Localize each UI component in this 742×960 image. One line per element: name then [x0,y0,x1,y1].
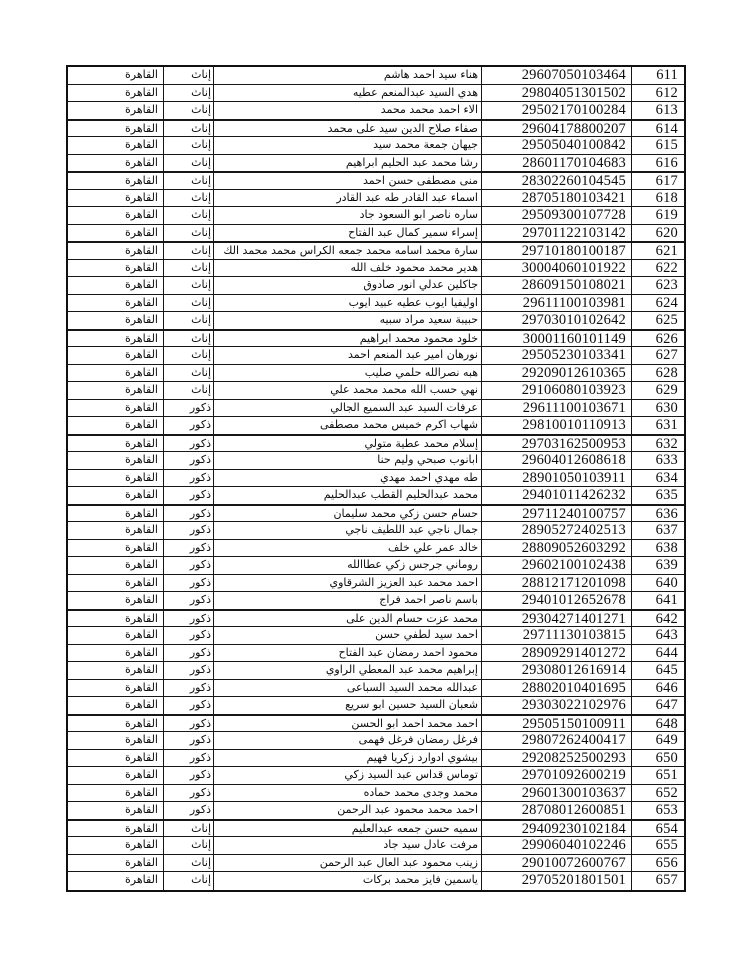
gender-cell: ذكور [164,662,214,680]
city-cell: القاهرة [68,67,164,85]
name-cell: محمود احمد رمضان عبد الفتاح [214,645,482,663]
name-cell: إسلام محمد عطية متولي [214,435,482,453]
national-id-cell: 29810010110913 [482,417,632,435]
name-cell: مرفت عادل سيد جاد [214,837,482,855]
gender-cell: ذكور [164,767,214,785]
name-cell: جيهان جمعة محمد سيد [214,137,482,155]
row-number-cell: 645 [632,662,684,680]
gender-cell: إناث [164,85,214,103]
row-number-cell: 653 [632,802,684,820]
national-id-cell: 29602100102438 [482,557,632,575]
national-id-cell: 28609150108021 [482,277,632,295]
national-id-cell: 29505150100911 [482,715,632,733]
city-cell: القاهرة [68,277,164,295]
city-cell: القاهرة [68,85,164,103]
name-cell: هدي السيد عبدالمنعم عطيه [214,85,482,103]
city-cell: القاهرة [68,837,164,855]
city-cell: القاهرة [68,435,164,453]
city-cell: القاهرة [68,767,164,785]
national-id-cell: 29010072600767 [482,855,632,873]
row-number-cell: 631 [632,417,684,435]
gender-cell: ذكور [164,802,214,820]
city-cell: القاهرة [68,715,164,733]
national-id-cell: 28708012600851 [482,802,632,820]
city-cell: القاهرة [68,452,164,470]
gender-cell: ذكور [164,592,214,610]
city-cell: القاهرة [68,365,164,383]
gender-cell: إناث [164,137,214,155]
name-cell: ساره ناصر ابو السعود جاد [214,207,482,225]
city-cell: القاهرة [68,330,164,348]
city-cell: القاهرة [68,225,164,243]
national-id-cell: 28705180103421 [482,190,632,208]
gender-cell: إناث [164,312,214,330]
city-cell: القاهرة [68,680,164,698]
gender-cell: ذكور [164,540,214,558]
name-cell: سارة محمد اسامه محمد جمعه الكراس محمد محمد الك [214,242,482,260]
row-number-cell: 619 [632,207,684,225]
city-cell: القاهرة [68,470,164,488]
row-number-cell: 627 [632,347,684,365]
city-cell: القاهرة [68,785,164,803]
name-cell: نورهان امير عبد المنعم احمد [214,347,482,365]
city-cell: القاهرة [68,750,164,768]
row-number-cell: 650 [632,750,684,768]
name-cell: منى مصطفى حسن احمد [214,172,482,190]
row-number-cell: 613 [632,102,684,120]
row-number-cell: 615 [632,137,684,155]
city-cell: القاهرة [68,802,164,820]
gender-cell: ذكور [164,680,214,698]
name-cell: ابانوب صبحي وليم حنا [214,452,482,470]
national-id-cell: 29705201801501 [482,872,632,890]
name-cell: رشا محمد عبد الحليم ابراهيم [214,155,482,173]
national-id-cell: 29505230103341 [482,347,632,365]
city-cell: القاهرة [68,295,164,313]
name-cell: روماني جرجس زكي عطاالله [214,557,482,575]
row-number-cell: 642 [632,610,684,628]
city-cell: القاهرة [68,400,164,418]
row-number-cell: 611 [632,67,684,85]
name-cell: اوليفيا ايوب عطيه عبيد ايوب [214,295,482,313]
city-cell: القاهرة [68,610,164,628]
row-number-cell: 637 [632,522,684,540]
row-number-cell: 643 [632,627,684,645]
national-id-cell: 29703010102642 [482,312,632,330]
gender-cell: إناث [164,295,214,313]
row-number-cell: 625 [632,312,684,330]
city-cell: القاهرة [68,697,164,715]
row-number-cell: 629 [632,382,684,400]
gender-cell: إناث [164,225,214,243]
gender-cell: إناث [164,855,214,873]
row-number-cell: 655 [632,837,684,855]
national-id-cell: 29604178800207 [482,120,632,138]
gender-cell: إناث [164,67,214,85]
city-cell: القاهرة [68,260,164,278]
national-id-cell: 29611100103981 [482,295,632,313]
name-cell: خلود محمود محمد ابراهيم [214,330,482,348]
name-cell: محمد عبدالحليم القطب عبدالحليم [214,487,482,505]
national-id-cell: 29711240100757 [482,505,632,523]
gender-cell: ذكور [164,715,214,733]
row-number-cell: 628 [632,365,684,383]
national-id-cell: 29710180100187 [482,242,632,260]
gender-cell: إناث [164,820,214,838]
row-number-cell: 646 [632,680,684,698]
gender-cell: ذكور [164,610,214,628]
city-cell: القاهرة [68,627,164,645]
gender-cell: إناث [164,190,214,208]
national-id-cell: 28905272402513 [482,522,632,540]
national-id-cell: 29604012608618 [482,452,632,470]
row-number-cell: 644 [632,645,684,663]
gender-cell: إناث [164,242,214,260]
gender-cell: إناث [164,102,214,120]
row-number-cell: 641 [632,592,684,610]
gender-cell: ذكور [164,750,214,768]
row-number-cell: 636 [632,505,684,523]
name-cell: محمد عزت حسام الدين على [214,610,482,628]
city-cell: القاهرة [68,557,164,575]
city-cell: القاهرة [68,592,164,610]
name-cell: احمد محمد محمود عبد الرحمن [214,802,482,820]
name-cell: حسام حسن زكي محمد سليمان [214,505,482,523]
city-cell: القاهرة [68,522,164,540]
gender-cell: ذكور [164,487,214,505]
gender-cell: إناث [164,872,214,890]
gender-cell: ذكور [164,785,214,803]
name-cell: توماس قداس عبد السيد زكي [214,767,482,785]
national-id-cell: 29304271401271 [482,610,632,628]
row-number-cell: 647 [632,697,684,715]
gender-cell: ذكور [164,645,214,663]
row-number-cell: 633 [632,452,684,470]
city-cell: القاهرة [68,487,164,505]
name-cell: احمد محمد احمد ابو الحسن [214,715,482,733]
national-id-cell: 29509300107728 [482,207,632,225]
city-cell: القاهرة [68,540,164,558]
gender-cell: ذكور [164,435,214,453]
name-cell: فرغل رمضان فرغل فهمى [214,732,482,750]
national-id-cell: 29303022102976 [482,697,632,715]
row-number-cell: 651 [632,767,684,785]
row-number-cell: 618 [632,190,684,208]
national-id-cell: 29409230102184 [482,820,632,838]
national-id-cell: 29208252500293 [482,750,632,768]
national-id-cell: 29607050103464 [482,67,632,85]
national-id-cell: 28302260104545 [482,172,632,190]
city-cell: القاهرة [68,347,164,365]
city-cell: القاهرة [68,382,164,400]
national-id-cell: 29401011426232 [482,487,632,505]
row-number-cell: 634 [632,470,684,488]
name-cell: عبدالله محمد السيد السباعى [214,680,482,698]
city-cell: القاهرة [68,732,164,750]
row-number-cell: 652 [632,785,684,803]
row-number-cell: 630 [632,400,684,418]
gender-cell: إناث [164,837,214,855]
row-number-cell: 654 [632,820,684,838]
gender-cell: إناث [164,365,214,383]
name-cell: صفاء صلاح الدين سيد على محمد [214,120,482,138]
national-id-cell: 29701122103142 [482,225,632,243]
gender-cell: ذكور [164,627,214,645]
name-cell: اسماء عبد القادر طه عبد القادر [214,190,482,208]
national-id-cell: 29308012616914 [482,662,632,680]
name-cell: خالد عمر علي خلف [214,540,482,558]
city-cell: القاهرة [68,575,164,593]
row-number-cell: 623 [632,277,684,295]
city-cell: القاهرة [68,662,164,680]
row-number-cell: 640 [632,575,684,593]
row-number-cell: 638 [632,540,684,558]
national-id-cell: 29106080103923 [482,382,632,400]
national-id-cell: 28909291401272 [482,645,632,663]
gender-cell: ذكور [164,557,214,575]
row-number-cell: 639 [632,557,684,575]
city-cell: القاهرة [68,155,164,173]
name-cell: احمد محمد عبد العزيز الشرقاوي [214,575,482,593]
gender-cell: إناث [164,260,214,278]
national-id-cell: 28809052603292 [482,540,632,558]
name-cell: شعبان السيد حسين ابو سريع [214,697,482,715]
row-number-cell: 626 [632,330,684,348]
city-cell: القاهرة [68,820,164,838]
gender-cell: ذكور [164,505,214,523]
row-number-cell: 622 [632,260,684,278]
name-cell: زينب محمود عبد العال عبد الرحمن [214,855,482,873]
city-cell: القاهرة [68,855,164,873]
name-cell: حبيبة سعيد مراد سبيه [214,312,482,330]
name-cell: هدير محمد محمود خلف الله [214,260,482,278]
name-cell: إبراهيم محمد عبد المعطي الراوي [214,662,482,680]
city-cell: القاهرة [68,207,164,225]
city-cell: القاهرة [68,645,164,663]
name-cell: احمد سيد لطفي حسن [214,627,482,645]
row-number-cell: 657 [655,872,678,888]
city-cell: القاهرة [68,172,164,190]
national-id-cell: 29703162500953 [482,435,632,453]
national-id-cell: 29711130103815 [482,627,632,645]
gender-cell: إناث [164,155,214,173]
gender-cell: ذكور [164,697,214,715]
national-id-cell: 29906040102246 [482,837,632,855]
name-cell: هناء سيد احمد هاشم [214,67,482,85]
national-id-cell: 30004060101922 [482,260,632,278]
name-cell: نهي حسب الله محمد محمد علي [214,382,482,400]
national-id-cell: 29701092600219 [482,767,632,785]
name-cell: محمد وجدى محمد حماده [214,785,482,803]
gender-cell: إناث [164,207,214,225]
national-id-cell: 30001160101149 [482,330,632,348]
name-cell: جاكلين عدلي انور صادوق [214,277,482,295]
row-number-cell: 612 [632,85,684,103]
row-number-cell: 635 [632,487,684,505]
row-number-cell: 632 [632,435,684,453]
city-cell: القاهرة [68,417,164,435]
city-cell: القاهرة [68,242,164,260]
city-cell: القاهرة [68,120,164,138]
city-cell: القاهرة [68,872,164,890]
gender-cell: إناث [164,120,214,138]
row-number-cell: 648 [632,715,684,733]
national-id-cell: 28802010401695 [482,680,632,698]
name-cell: باسم ناصر احمد فراج [214,592,482,610]
name-cell: جمال ناجي عبد اللطيف ناجي [214,522,482,540]
row-number-cell: 656 [632,855,684,873]
gender-cell: إناث [164,277,214,295]
gender-cell: ذكور [164,575,214,593]
gender-cell: إناث [164,382,214,400]
row-number-cell: 621 [632,242,684,260]
city-cell: القاهرة [68,137,164,155]
national-id-cell: 29601300103637 [482,785,632,803]
national-id-cell: 29401012652678 [482,592,632,610]
row-number-cell: 616 [632,155,684,173]
roster-table [66,65,686,892]
national-id-cell: 28812171201098 [482,575,632,593]
city-cell: القاهرة [68,312,164,330]
national-id-cell: 29502170100284 [482,102,632,120]
national-id-cell: 29209012610365 [482,365,632,383]
gender-cell: ذكور [164,470,214,488]
national-id-cell: 28601170104683 [482,155,632,173]
row-number-cell: 614 [632,120,684,138]
national-id-cell: 29804051301502 [482,85,632,103]
name-cell: ياسمين فايز محمد بركات [214,872,482,890]
gender-cell: إناث [164,347,214,365]
national-id-cell: 29611100103671 [482,400,632,418]
row-number-cell: 649 [632,732,684,750]
name-cell: سميه حسن جمعه عبدالعليم [214,820,482,838]
name-cell: الاء احمد محمد محمد [214,102,482,120]
name-cell: شهاب اكرم خميس محمد مصطفى [214,417,482,435]
gender-cell: ذكور [164,732,214,750]
city-cell: القاهرة [68,102,164,120]
gender-cell: ذكور [164,417,214,435]
gender-cell: إناث [164,330,214,348]
gender-cell: ذكور [164,522,214,540]
name-cell: بيشوي ادوارد زكريا فهيم [214,750,482,768]
name-cell: طه مهدي احمد مهدي [214,470,482,488]
gender-cell: إناث [164,172,214,190]
row-number-cell: 624 [632,295,684,313]
national-id-cell: 29505040100842 [482,137,632,155]
city-cell: القاهرة [68,190,164,208]
gender-cell: ذكور [164,452,214,470]
row-number-cell: 617 [632,172,684,190]
name-cell: عرفات السيد عبد السميع الجالي [214,400,482,418]
national-id-cell: 28901050103911 [482,470,632,488]
gender-cell: ذكور [164,400,214,418]
city-cell: القاهرة [68,505,164,523]
name-cell: إسراء سمير كمال عبد الفتاح [214,225,482,243]
national-id-cell: 29807262400417 [482,732,632,750]
name-cell: هبه نصرالله حلمي صليب [214,365,482,383]
row-number-cell: 620 [632,225,684,243]
